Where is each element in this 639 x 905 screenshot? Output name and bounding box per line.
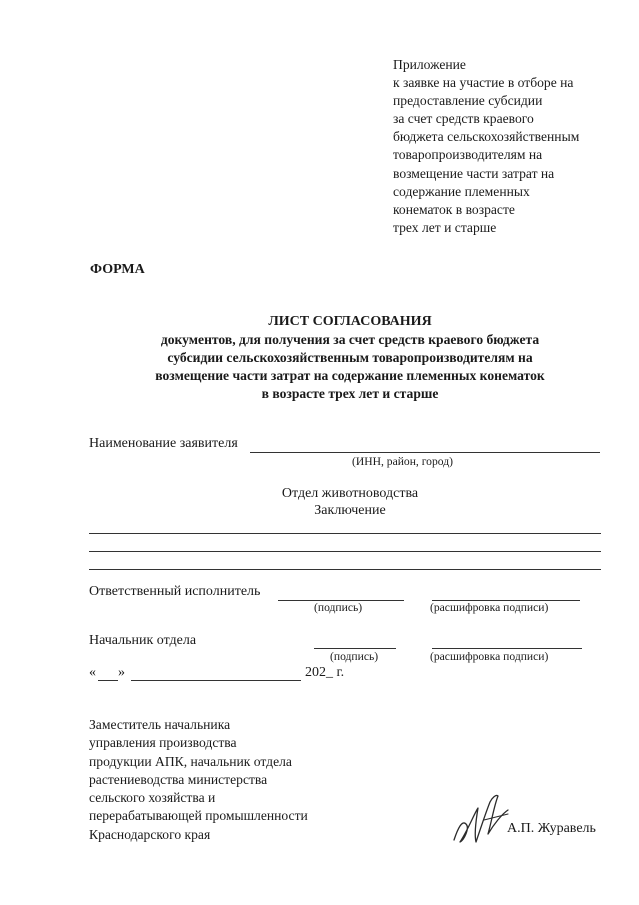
appendix-line: товаропроизводителям на [393,147,543,163]
appendix-line: трех лет и старше [393,219,497,235]
date-open-quote: « [89,665,96,680]
date-day-field[interactable] [98,680,118,681]
appendix-line: бюджета сельскохозяйственным [393,129,580,145]
signatory-name: А.П. Журавель [507,821,596,836]
appendix-line: предоставление субсидии [393,93,543,109]
conclusion-heading: Заключение [314,503,386,518]
conclusion-line-1[interactable] [89,533,601,534]
deputy-line: перерабатывающей промышленности [89,808,308,824]
appendix-line: конематок в возрасте [393,201,515,217]
appendix-line: содержание племенных [393,183,530,199]
department-heading: Отдел животноводства [281,486,419,501]
title-line: возмещение части затрат на содержание племенных конематок [155,368,545,383]
deputy-line: Краснодарского края [89,826,211,842]
document-title [60,313,639,403]
deputy-line: управления производства [89,735,237,751]
appendix-line: за счет средств краевого [393,111,534,127]
appendix-line: возмещение части затрат на [393,165,555,181]
head-label: Начальник отдела [89,633,197,648]
date-year: 202_ г. [305,665,345,680]
head-decode-field[interactable] [432,648,582,649]
deputy-line: продукции АПК, начальник отдела [89,753,292,769]
conclusion-line-2[interactable] [89,551,601,552]
executor-label: Ответственный исполнитель [89,584,261,599]
handwritten-signature [448,790,526,850]
head-signature-field[interactable] [314,648,396,649]
head-decode-hint: (расшифровка подписи) [430,650,549,663]
title-line: документов, для получения за счет средств краевого бюджета [160,332,540,347]
conclusion-line-3[interactable] [89,569,601,570]
applicant-hint: (ИНН, район, город) [352,455,454,468]
applicant-field[interactable] [250,452,600,453]
appendix-line: Приложение [393,57,466,72]
date-month-field[interactable] [131,680,301,681]
title-main: ЛИСТ СОГЛАСОВАНИЯ [268,314,432,329]
appendix-line: к заявке на участие в отборе на [393,75,574,91]
deputy-line: сельского хозяйства и [89,790,216,806]
deputy-position [89,716,308,844]
title-line: в возрасте трех лет и старше [261,386,439,401]
head-sign-hint: (подпись) [330,650,379,663]
deputy-line: Заместитель начальника [89,717,231,732]
applicant-label: Наименование заявителя [89,436,238,451]
appendix-note [393,56,579,237]
title-line: субсидии сельскохозяйственным товаропроизводителям на [167,350,533,365]
executor-decode-hint: (расшифровка подписи) [430,601,549,614]
executor-sign-hint: (подпись) [314,601,363,614]
deputy-line: растениеводства министерства [89,771,268,787]
date-close-quote: » [118,665,125,680]
form-label: ФОРМА [90,262,145,277]
